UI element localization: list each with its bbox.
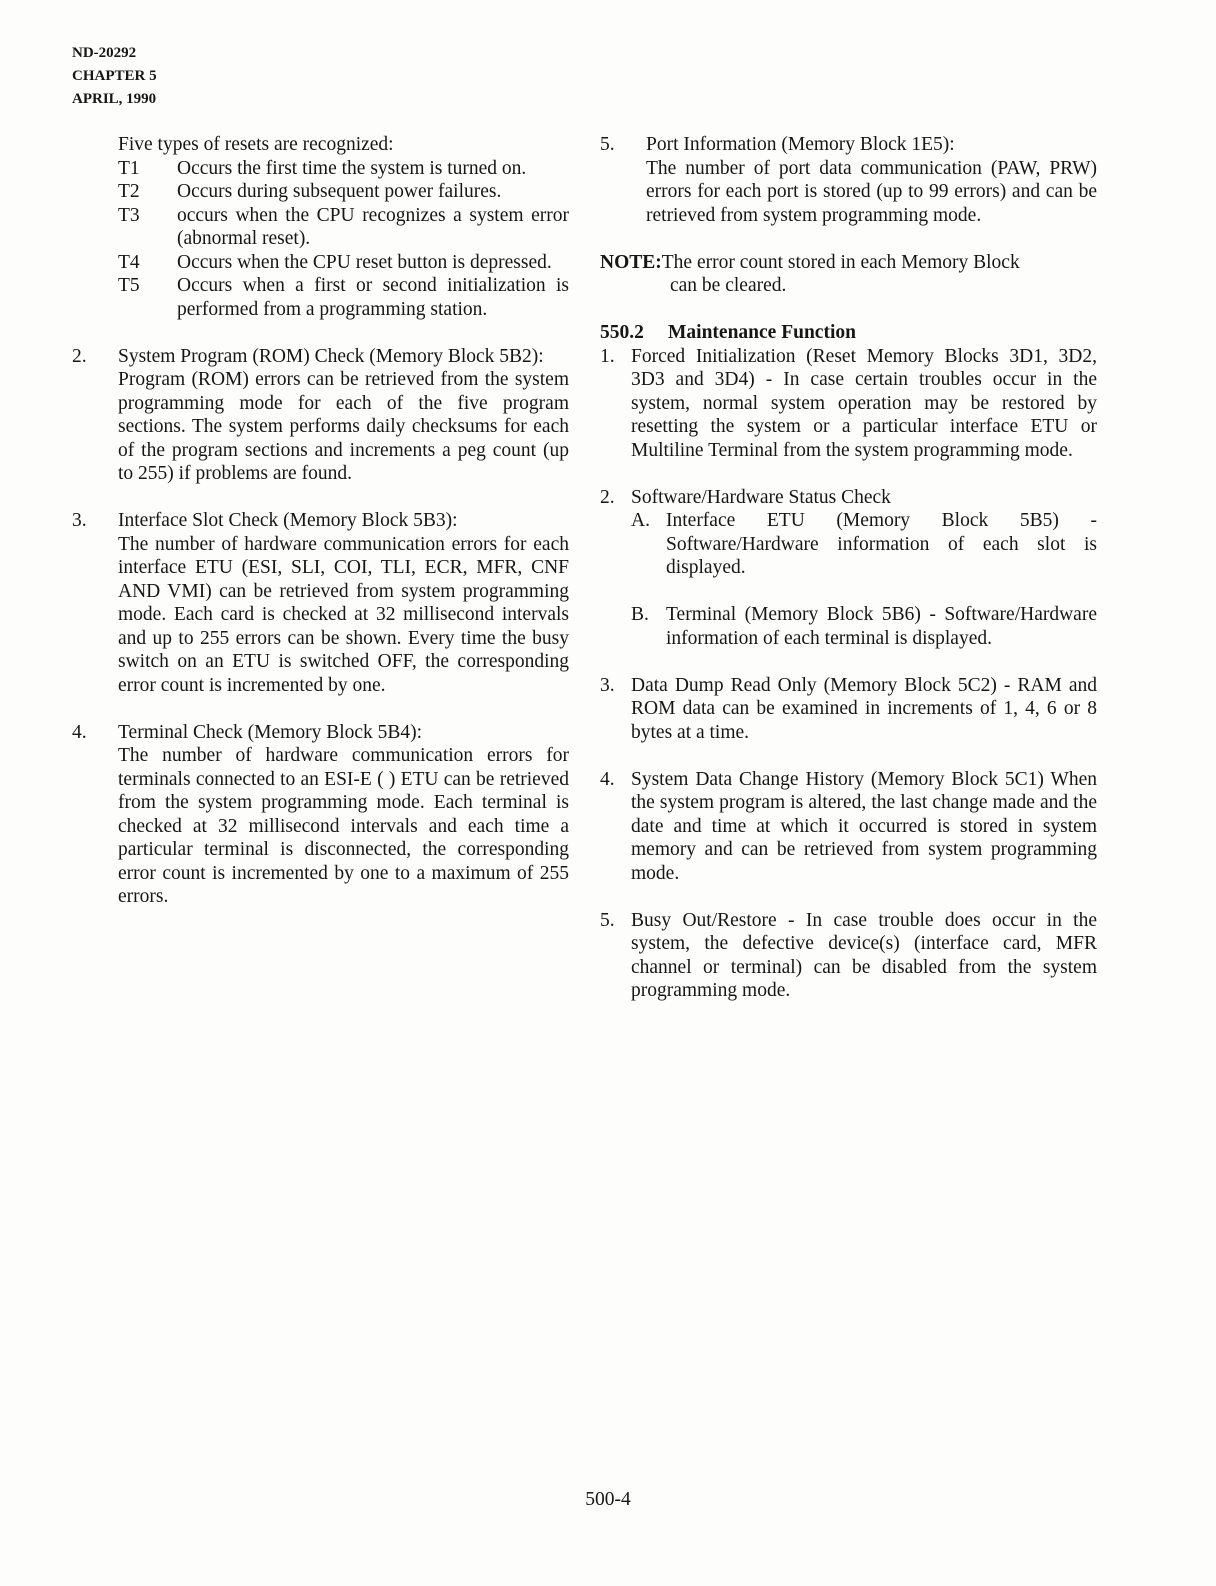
sub-item-text: Terminal (Memory Block 5B6) - Software/Hardware information of each terminal is displayed. <box>666 604 1097 649</box>
list-item <box>600 909 1097 1003</box>
reset-text: Occurs during subsequent power failures. <box>177 181 502 202</box>
item-title: Terminal Check (Memory Block 5B4): <box>118 721 423 743</box>
list-item <box>72 345 569 486</box>
reset-code: T5 <box>118 275 140 296</box>
note-text-continued: can be cleared. <box>670 275 787 296</box>
note <box>600 251 1097 298</box>
item-text: The number of hardware communication errors for each interface ETU (ESI, SLI, COI, TLI, ECR, MFR, CNF AND VMI) can be retrieved from system programming mode. Each card is checked at 32 millisecond intervals and up to 255 errors can be shown. Every time the busy switch on an ETU is switched OFF, the corresponding error count is incremented by one. <box>118 533 569 696</box>
item-title: System Program (ROM) Check (Memory Block 5B2): <box>118 345 544 367</box>
item-text: System Data Change History (Memory Block 5C1) When the system program is altered, the last change made and the date and time at which it occurred is stored in system memory and can be retrieved from system programming mode. <box>631 768 1097 884</box>
item-text: Software/Hardware Status Check <box>631 486 891 508</box>
note-label: NOTE: <box>600 251 662 273</box>
chapter-label: CHAPTER 5 <box>72 68 157 84</box>
item-number: 4. <box>600 768 615 790</box>
item-number: 3. <box>600 674 615 696</box>
item-text: Busy Out/Restore - In case trouble does occur in the system, the defective device(s) (interface card, MFR channel or terminal) can be disabled from the system programming mode. <box>631 909 1097 1001</box>
sub-item <box>631 509 1097 580</box>
reset-code: T2 <box>118 181 140 202</box>
list-item <box>600 768 1097 886</box>
section-heading <box>600 321 1097 345</box>
sub-item-text: Interface ETU (Memory Block 5B5) - Software/Hardware information of each slot is displayed. <box>666 510 1097 578</box>
item-number: 2. <box>600 486 615 508</box>
reset-item <box>118 180 569 204</box>
reset-text: Occurs when the CPU reset button is depressed. <box>177 251 552 273</box>
reset-code: T4 <box>118 251 140 273</box>
list-item <box>600 345 1097 463</box>
sub-item-letter: B. <box>631 604 649 625</box>
sub-item <box>631 603 1097 650</box>
note-text: The error count stored in each Memory Block <box>661 251 1020 273</box>
list-item <box>72 721 569 909</box>
reset-text: Occurs when a first or second initialization is performed from a programming station. <box>177 275 569 320</box>
section-number: 550.2 <box>600 322 644 343</box>
reset-code: T3 <box>118 204 140 226</box>
page-number: 500-4 <box>585 1489 631 1510</box>
reset-text: occurs when the CPU recognizes a system error (abnormal reset). <box>177 204 569 249</box>
item-text: Forced Initialization (Reset Memory Blocks 3D1, 3D2, 3D3 and 3D4) - In case certain troubles occur in the system, normal system operation may be restored by resetting the system or a particular interface ETU or Multiline Terminal from the system programming mode. <box>631 345 1097 461</box>
document-header <box>72 42 157 111</box>
reset-item <box>118 157 569 181</box>
item-text: The number of hardware communication errors for terminals connected to an ESI-E ( ) ETU can be retrieved from the system programming mode. Each terminal is checked at 32 millisecond intervals and each time a particular terminal is disconnected, the corresponding error count is incremented by one to a maximum of 255 errors. <box>118 745 569 907</box>
item-number: 5. <box>600 134 615 155</box>
item-number: 5. <box>600 909 615 931</box>
list-item <box>600 133 1097 227</box>
reset-item <box>118 251 569 275</box>
reset-text: Occurs the first time the system is turned on. <box>177 157 527 179</box>
list-item <box>600 486 1097 510</box>
item-number: 2. <box>72 345 87 367</box>
list-item <box>72 509 569 697</box>
item-text: Data Dump Read Only (Memory Block 5C2) - RAM and ROM data can be examined in increments of 1, 4, 6 or 8 bytes at a time. <box>631 674 1097 743</box>
item-number: 4. <box>72 721 87 743</box>
date-label: APRIL, 1990 <box>72 91 157 107</box>
section-title: Maintenance Function <box>668 322 856 343</box>
resets-intro: Five types of resets are recognized: <box>118 134 394 155</box>
item-number: 1. <box>600 345 615 367</box>
sub-item-letter: A. <box>631 510 650 531</box>
left-column <box>72 133 569 909</box>
doc-id: ND-20292 <box>72 45 137 61</box>
item-text: Program (ROM) errors can be retrieved from the system programming mode for each of the five program sections. The system performs daily checksums for each of the program sections and increments a peg count (up to 255) if problems are found. <box>118 369 569 484</box>
item-text: The number of port data communication (PAW, PRW) errors for each port is stored (up to 99 errors) and can be retrieved from system programming mode. <box>646 157 1097 226</box>
item-title: Port Information (Memory Block 1E5): <box>646 134 955 155</box>
reset-code: T1 <box>118 157 140 179</box>
right-column <box>600 133 1097 1003</box>
list-item <box>600 674 1097 745</box>
reset-item <box>118 274 569 321</box>
item-title: Interface Slot Check (Memory Block 5B3): <box>118 510 458 531</box>
item-number: 3. <box>72 510 87 531</box>
reset-item <box>118 204 569 251</box>
